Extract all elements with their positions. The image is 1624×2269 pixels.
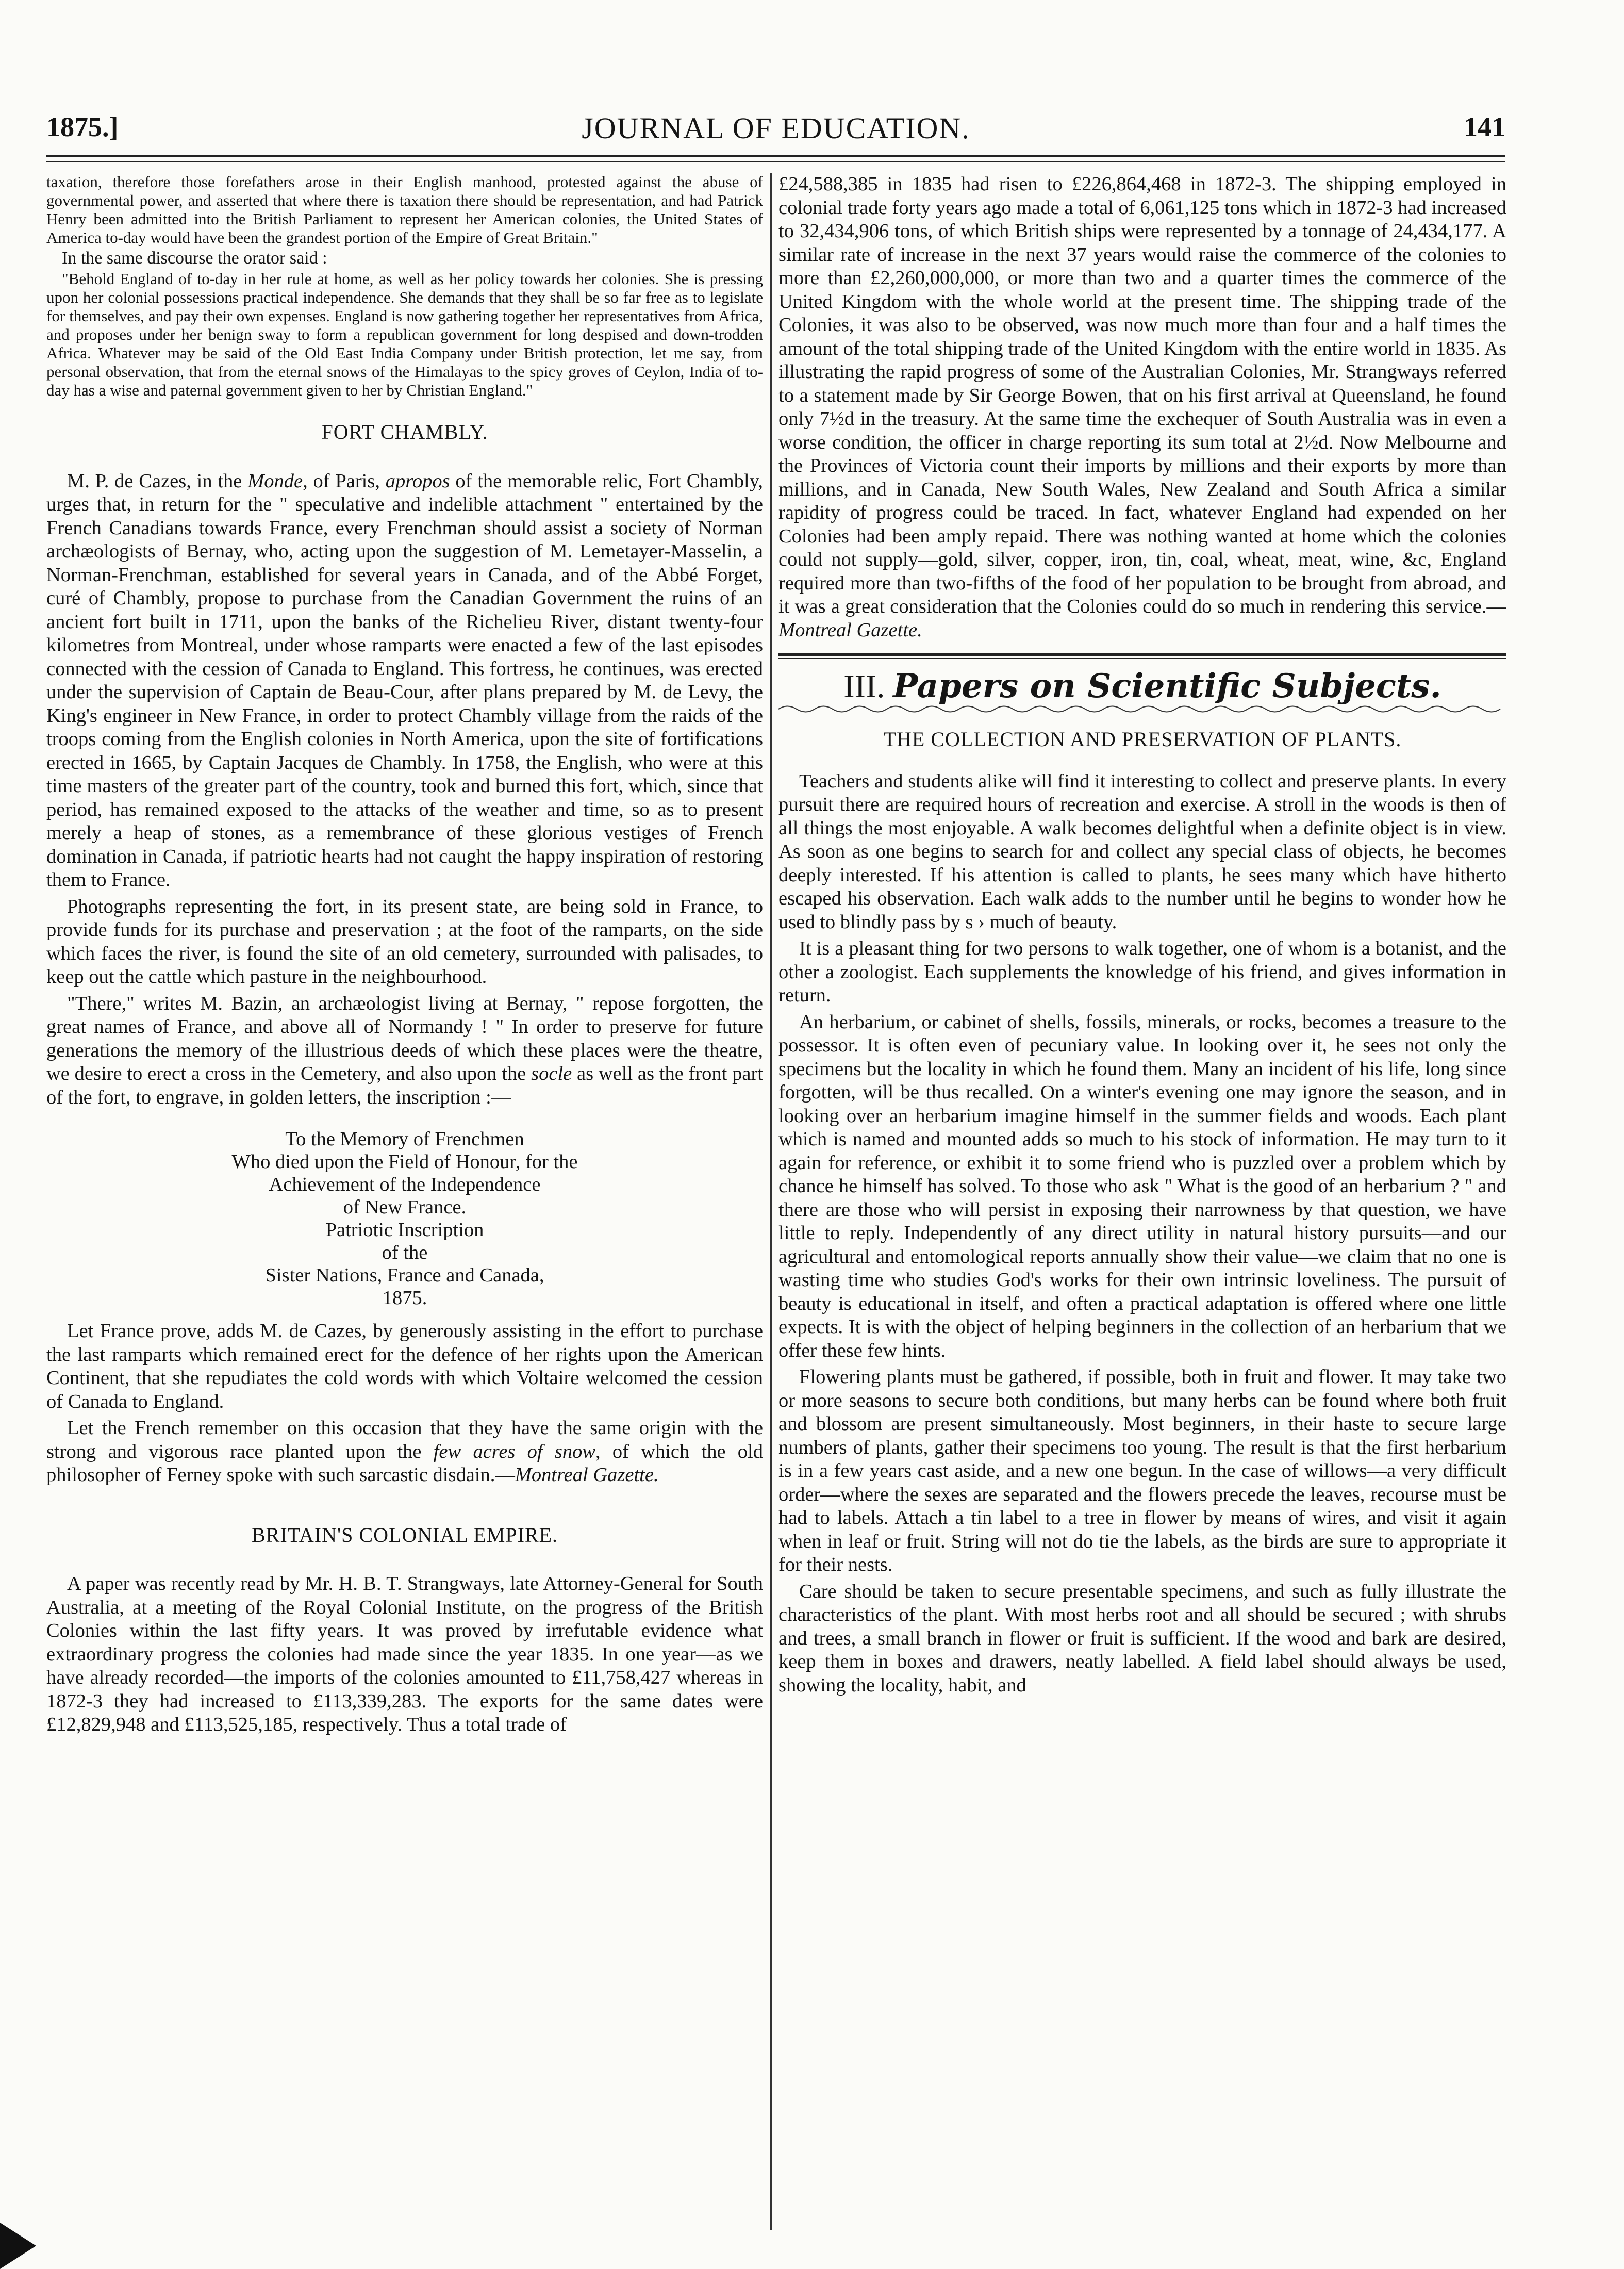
italic-run: apropos (385, 470, 450, 492)
italic-run: few acres of snow (433, 1440, 595, 1462)
part-rule-thin (778, 658, 1506, 659)
scan-edge-mark (0, 2223, 36, 2269)
article-paragraph: A paper was recently read by Mr. H. B. T. Strangways, late Attorney-General for South Australia, at a meeting of the Royal Colonial Institute, on the progress of the British Colonies within the last fifty years. It was proved by irrefutable evidence what extraordinary progress the colonies had made since the year 1835. In one year—as we have already recorded—the imports of the colonies amounted to £11,758,427 whereas in 1872-3 they had increased to £113,339,283. The exports for the same dates were £12,829,948 and £113,525,185, respectively. Thus a total trade of (46, 1573, 763, 1735)
part-rule (778, 653, 1506, 656)
intro-quote-paragraph: taxation, therefore those forefathers arose in their English manhood, protested against the abuse of governmental power, and asserted that where there is taxation there should be representation, and had Patrick Henry been admitted into the British Parliament to represent her American colonies, the United States of America to-day would have been the grandest portion of the Empire of Great Britain." (46, 173, 763, 246)
article-title-plants: THE COLLECTION AND PRESERVATION OF PLANTS. (883, 728, 1402, 751)
article-paragraph: It is a pleasant thing for two persons to walk together, one of whom is a botanist, and the other a zoologist. Each supplements the knowledge of his friend, and gives information in return. (778, 938, 1506, 1006)
inscription-line: Patriotic Inscription (325, 1219, 484, 1241)
left-column (46, 173, 763, 2235)
intro-quote-paragraph: In the same discourse the orator said : (62, 249, 327, 268)
right-column (778, 173, 1506, 2235)
part-heading (778, 667, 1506, 705)
article-paragraph: Care should be taken to secure presentable specimens, and such as fully illustrate the characteristics of the plant. With most herbs root and all should be secured ; with shrubs and trees, a small branch in flower or fruit is sufficient. If the wood and bark are desired, keep them in boxes and drawers, neatly labelled. A field label should always be used, showing the locality, habit, and (778, 1580, 1506, 1696)
part-title: Papers on Scientific Subjects. (893, 667, 1441, 705)
text-run: as well as the front part of the fort, to engrave, in golden letters, the inscription :— (46, 1063, 763, 1108)
source-credit: Montreal Gazette. (778, 619, 922, 641)
text-run: of the memorable relic, Fort Chambly, urges that, in return for the " speculative and indelible attachment " entertained by the French Canadians towards France, every Frenchman should assist a society of Norman archæologists of Bernay, who, acting upon the suggestion of M. Lemetayer-Masselin, a Norman-Frenchman, established for several years in Canada, and of the Abbé Forget, curé of Chambly, propose to purchase from the Canadian Government the ruins of an ancient fort built in 1711, upon the banks of the Richelieu River, distant twenty-four kilometres from Montreal, under whose ramparts were enacted a few of the last episodes connected with the cession of Canada to England. This fortress, he continues, was erected under the supervision of Captain de Beau-Cour, after plans prepared by M. de Levy, the King's engineer in New France, in order to protect Chambly village from the raids of the troops coming from the English colonies in North America, upon the site of fortifications erected in 1665, by Captain Jacques de Chambly. In 1758, the English, who were at this time masters of the greater part of the country, took and burned this fort, which, since that period, has remained exposed to the attacks of the weather and time, so as to present merely a heap of stones, as a remembrance of these glorious vestiges of French domination in Canada, if patriotic hearts had not caught the happy inspiration of restoring them to France. (46, 470, 763, 891)
section-title-fort-chambly: FORT CHAMBLY. (321, 420, 488, 443)
text-run: M. P. de Cazes, in the (67, 470, 248, 492)
article-paragraph: Teachers and students alike will find it interesting to collect and preserve plants. In every pursuit there are required hours of recreation and exercise. A stroll in the woods is then of all things the most enjoyable. A walk becomes delightful when a definite object is in view. As soon as one begins to search for and collect any special class of objects, he becomes deeply interested. If his attention is called to plants, he sees many which have hitherto escaped his observation. Each walk adds to the number until he begins to wonder how he used to blindly pass by s › much of beauty. (778, 770, 1506, 933)
page-header (46, 111, 1505, 157)
header-year: 1875.] (46, 111, 119, 142)
article-paragraph: Photographs representing the fort, in its present state, are being sold in France, to provide funds for its purchase and preservation ; at the foot of the ramparts, on the side which faces the river, is found the site of an old cemetery, surrounded with palisades, to keep out the cattle which pasture in the neighbourhood. (46, 895, 763, 988)
intro-quote (46, 173, 763, 400)
header-rule-thin (46, 161, 1505, 162)
text-run: Let the French remember on this occasion that they have the same origin with the strong and vigorous race planted upon the (46, 1417, 763, 1462)
text-run: £24,588,385 in 1835 had risen to £226,864,468 in 1872-3. The shipping employed in colonial trade forty years ago made a total of 6,061,125 tons which in 1872-3 had increased to 32,434,906 tons, of which British ships were represented by a tonnage of 24,434,177. A similar rate of increase in the next 37 years would raise the commerce of the colonies to more than £2,260,000,000, or more than two and a quarter times the commerce of the United Kingdom with the whole world at the present time. The shipping trade of the Colonies, it was also to be observed, was now much more than four and a half times the amount of the total shipping trade of the United Kingdom with the entire world in 1835. As illustrating the rapid progress of some of the Australian Colonies, Mr. Strangways referred to a statement made by Sir George Bowen, that on his first arrival at Queensland, he found only 7½d in the treasury. At the same time the exchequer of South Australia was in even a worse condition, the officer in charge reporting its sum total at 2½d. Now Melbourne and the Provinces of Victoria count their imports by millions and their exports by more than millions, and in Canada, New South Wales, New Zealand and South Africa a similar rapidity of progress could be traced. In fact, whatever England had expended on her Colonies had been amply repaid. There was nothing wanted at home which the colonies could not supply—gold, silver, copper, iron, tin, coal, wheat, meat, wine, &c, England required more than two-fifths of the food of her population to be brought from abroad, and it was a great consideration that the Colonies could do so much in rendering this service.— (778, 173, 1506, 617)
inscription-line: of New France. (343, 1196, 467, 1218)
journal-title: JOURNAL OF EDUCATION. (582, 111, 970, 145)
section-title-britain: BRITAIN'S COLONIAL EMPIRE. (251, 1523, 558, 1547)
italic-run: socle (531, 1063, 572, 1084)
header-rule (46, 155, 1505, 157)
intro-quote-paragraph: "Behold England of to-day in her rule at home, as well as her policy towards her colonies. She is pressing upon her colonial possessions practical independence. She demands that they shall be so far free as to legislate for themselves, and pay their own expenses. England is now gathering together her representatives from Africa, and proposes under her benign sway to form a republican government for long despised and down-trodden Africa. Whatever may be said of the Old East India Company under British protection, let me say, from personal observation, that from the eternal snows of the Himalayas to the spicy groves of Ceylon, India of to-day has a wise and paternal government given to her by Christian England." (46, 270, 763, 399)
italic-run: Monde (247, 470, 303, 492)
source-credit: Montreal Gazette. (515, 1464, 659, 1486)
inscription-line: Sister Nations, France and Canada, (265, 1264, 544, 1286)
inscription-line: Who died upon the Field of Honour, for the (231, 1151, 578, 1173)
page-number: 141 (1464, 111, 1505, 142)
text-run: , of Paris, (303, 470, 386, 492)
inscription-block (46, 1128, 763, 1309)
column-divider (770, 173, 772, 2230)
article-paragraph: An herbarium, or cabinet of shells, fossils, minerals, or rocks, becomes a treasure to the possessor. It is often even of pecuniary value. In looking over it, he sees not only the specimens but the locality in which he found them. Many an incident of his life, long since forgotten, will be thus recalled. On a winter's evening one may ignore the season, and in looking over an herbarium imagine himself in the summer fields and woods. Each plant which is named and mounted adds so much to his stock of information. He may turn to it again for reference, or exhibit it to some friend who is puzzled over a problem which by chance he himself has solved. To those who ask " What is the good of an herbarium ? " and there are those who will persist in exposing their narrowness by that question, we have little to reply. Independently of any direct utility in natural history pursuits—and our agricultural and entomological reports annually show their value—we claim that no one is wasting time who studies God's works for their own intrinsic loveliness. The pursuit of beauty is educational in itself, and often a practical adaptation is offered where one little expects. It is with the object of helping beginners in the collection of an herbarium that we offer these few hints. (778, 1011, 1506, 1361)
article-paragraph (46, 1417, 763, 1487)
text-run: , of which the old philosopher of Ferney spoke with such sarcastic disdain.— (46, 1440, 763, 1486)
article-paragraph: Flowering plants must be gathered, if possible, both in fruit and flower. It may take two or more seasons to secure both conditions, but many herbs can be found where both fruit and blossom are present simultaneously. Most beginners, in their haste to secure large numbers of plants, gather their specimens too young. The result is that the first herbarium is in a few years cast aside, and a new one begun. In the case of willows—a very difficult order—where the sexes are separated and the flowers precede the leaves, recourse must be had to labels. Attach a tin label to a tree in flower by means of wires, and visit it again when in leaf or fruit. String will not do tie the labels, as the birds are sure to appropriate it for their nests. (778, 1366, 1506, 1575)
inscription-line: To the Memory of Frenchmen (285, 1128, 524, 1150)
part-numeral: III. (843, 668, 885, 704)
wavy-rule (778, 703, 1506, 715)
article-paragraph (46, 992, 763, 1110)
inscription-line: Achievement of the Independence (269, 1174, 541, 1195)
article-paragraph: Let France prove, adds M. de Cazes, by generously assisting in the effort to purchase the last ramparts which remained erect for the defence of her rights upon the American Continent, that she repudiates the cold words with which Voltaire welcomed the cession of Canada to England. (46, 1320, 763, 1412)
inscription-line: of the (382, 1242, 428, 1263)
article-paragraph (778, 173, 1506, 642)
text-run: "There," writes M. Bazin, an archæologist living at Bernay, " repose forgotten, the great names of France, and above all of Normandy ! " In order to preserve for future generations the memory of the illustrious deeds of which these places were the theatre, we desire to erect a cross in the Cemetery, and also upon the (46, 992, 763, 1084)
article-paragraph (46, 470, 763, 892)
inscription-line: 1875. (382, 1287, 427, 1309)
